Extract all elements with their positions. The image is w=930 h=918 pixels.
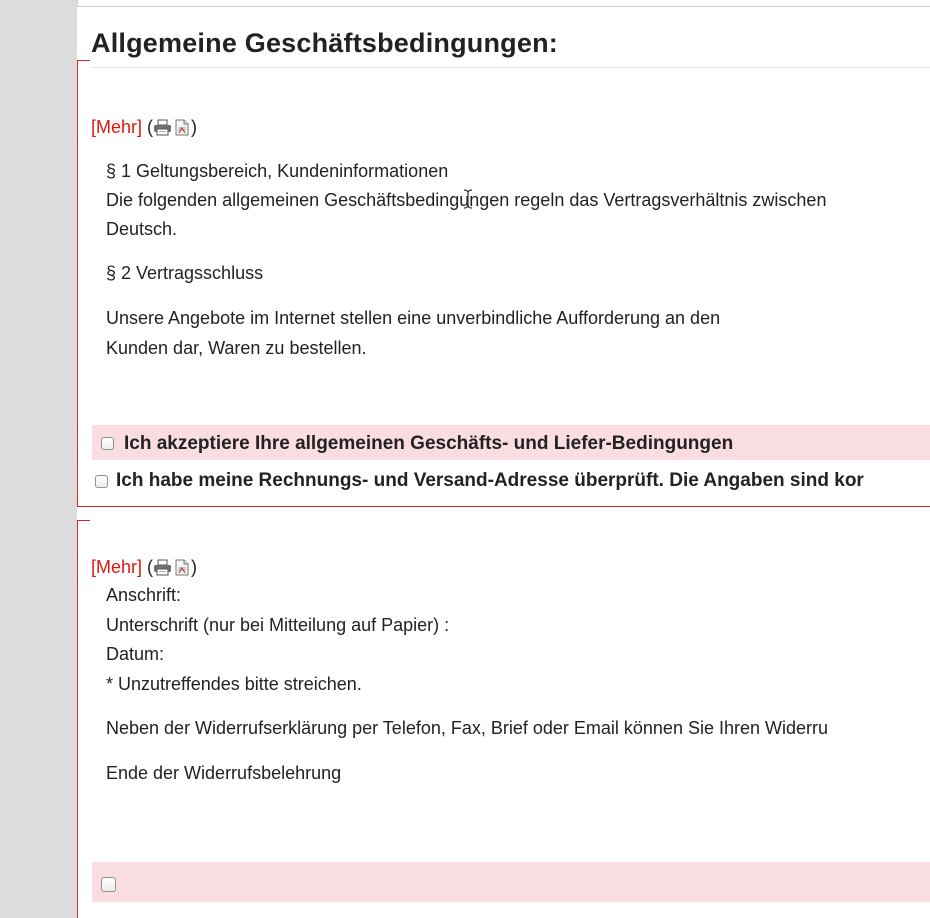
printer-icon[interactable] (153, 559, 172, 576)
pdf-icon[interactable] (172, 559, 191, 576)
paren-close: ) (191, 117, 198, 137)
widerruf-text: Neben der Widerrufserklärung per Telefon, Fax, Brief oder Email können Sie Ihren Widerru (106, 718, 829, 738)
widerruf-text: Anschrift: (106, 585, 182, 605)
consent-terms-checkbox[interactable] (101, 437, 114, 450)
widerruf-text: Unterschrift (nur bei Mitteilung auf Papier) : (106, 615, 450, 635)
mehr-row (91, 557, 197, 577)
top-panel-edge (77, 0, 930, 7)
paren-open: ( (147, 557, 154, 577)
consent-terms-row (92, 425, 930, 460)
widerruf-section (77, 520, 930, 918)
printer-icon[interactable] (153, 119, 172, 136)
agb-text: Kunden dar, Waren zu bestellen. (106, 338, 367, 358)
agb-text: Die folgenden allgemeinen Geschäftsbedingungen regeln das Vertragsverhältnis zwischen (106, 190, 827, 210)
agb-heading-1: § 1 Geltungsbereich, Kundeninformationen (106, 161, 449, 181)
widerruf-text: Datum: (106, 644, 165, 664)
text-cursor-icon (463, 189, 473, 209)
left-gutter (0, 0, 77, 918)
consent-address-checkbox[interactable] (95, 475, 108, 488)
mehr-link[interactable]: [Mehr] (91, 117, 143, 137)
consent-terms-label[interactable]: Ich akzeptiere Ihre allgemeinen Geschäfts- und Liefer-Bedingungen (124, 433, 734, 454)
widerruf-checkbox[interactable] (101, 877, 116, 892)
pdf-icon[interactable] (172, 119, 191, 136)
widerruf-consent-row (92, 862, 930, 902)
paren-close: ) (191, 557, 198, 577)
paren-open: ( (147, 117, 154, 137)
widerruf-text: * Unzutreffendes bitte streichen. (106, 674, 362, 694)
mehr-link[interactable]: [Mehr] (91, 557, 143, 577)
mehr-row (91, 117, 197, 137)
agb-section (77, 60, 930, 507)
consent-address-label[interactable]: Ich habe meine Rechnungs- und Versand-Adresse überprüft. Die Angaben sind kor (116, 470, 864, 491)
page-title: Allgemeine Geschäftsbedingungen: (91, 28, 558, 58)
agb-text: Unsere Angebote im Internet stellen eine unverbindliche Aufforderung an den (106, 308, 721, 328)
widerruf-end: Ende der Widerrufsbelehrung (106, 763, 342, 783)
agb-heading-2: § 2 Vertragsschluss (106, 263, 264, 283)
agb-text: Deutsch. (106, 219, 178, 239)
